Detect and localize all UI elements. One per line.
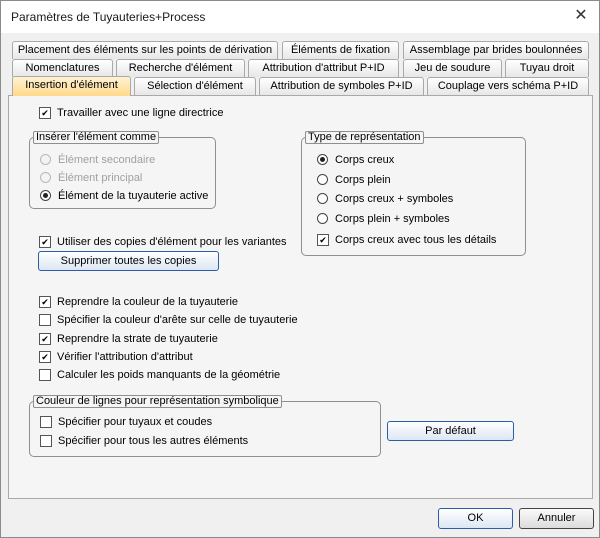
checkbox-box[interactable]	[40, 435, 52, 447]
line-color-group-title: Couleur de lignes pour représentation symbolique	[33, 395, 282, 408]
option-label: Spécifier la couleur d'arête sur celle de tuyauterie	[57, 314, 298, 326]
tab-recherche[interactable]: Recherche d'élément	[116, 59, 245, 77]
cancel-button[interactable]: Annuler	[519, 508, 594, 529]
representation-group-title: Type de représentation	[305, 131, 424, 144]
radio-plein-symboles-label: Corps plein + symboles	[335, 213, 450, 225]
checkbox-box[interactable]	[39, 296, 51, 308]
window-title: Paramètres de Tuyauteries+Process	[11, 10, 206, 24]
checkbox-box[interactable]	[39, 369, 51, 381]
use-copies-label: Utiliser des copies d'élément pour les variantes	[57, 236, 287, 248]
tab-attribution-attribut[interactable]: Attribution d'attribut P+ID	[248, 59, 399, 77]
insert-group-title: Insérer l'élément comme	[33, 131, 159, 144]
title-bar	[1, 1, 599, 33]
radio-principal-label: Élément principal	[58, 172, 143, 184]
work-with-guide-label: Travailler avec une ligne directrice	[57, 107, 224, 119]
radio-circle[interactable]	[317, 154, 328, 165]
tab-panel	[8, 95, 593, 499]
checkbox-box[interactable]	[39, 236, 51, 248]
checkbox-box[interactable]	[317, 234, 329, 246]
all-details-label: Corps creux avec tous les détails	[335, 234, 497, 246]
tab-symboles[interactable]: Attribution de symboles P+ID	[259, 77, 424, 95]
option-label: Reprendre la strate de tuyauterie	[57, 333, 218, 345]
option-label: Calculer les poids manquants de la géométrie	[57, 369, 281, 381]
checkbox-box[interactable]	[39, 107, 51, 119]
tab-selection[interactable]: Sélection d'élément	[134, 77, 256, 95]
radio-circle[interactable]	[317, 213, 328, 224]
radio-creux-symboles-label: Corps creux + symboles	[335, 193, 454, 205]
radio-circle[interactable]	[317, 174, 328, 185]
tab-soudure[interactable]: Jeu de soudure	[403, 59, 502, 77]
radio-corps-plein-label: Corps plein	[335, 174, 391, 186]
line-color-group	[29, 395, 381, 457]
tab-brides[interactable]: Assemblage par brides boulonnées	[403, 41, 589, 59]
insert-group	[29, 131, 216, 209]
radio-circle[interactable]	[40, 154, 51, 165]
default-button[interactable]: Par défaut	[387, 421, 514, 441]
radio-active-piping-label: Élément de la tuyauterie active	[58, 190, 209, 202]
tab-insertion[interactable]: Insertion d'élément	[12, 76, 131, 96]
line-color-others-label: Spécifier pour tous les autres éléments	[58, 435, 249, 447]
representation-group	[301, 131, 526, 256]
tab-nomenclatures[interactable]: Nomenclatures	[12, 59, 113, 77]
close-icon[interactable]: ✕	[574, 7, 588, 24]
tab-couplage[interactable]: Couplage vers schéma P+ID	[427, 77, 589, 95]
checkbox-box[interactable]	[39, 314, 51, 326]
line-color-pipes-label: Spécifier pour tuyaux et coudes	[58, 416, 213, 428]
radio-circle[interactable]	[40, 190, 51, 201]
tab-placement[interactable]: Placement des éléments sur les points de dérivation	[12, 41, 278, 59]
checkbox-box[interactable]	[39, 333, 51, 345]
radio-circle[interactable]	[40, 172, 51, 183]
option-label: Reprendre la couleur de la tuyauterie	[57, 296, 239, 308]
checkbox-box[interactable]	[40, 416, 52, 428]
tab-tuyau-droit[interactable]: Tuyau droit	[505, 59, 589, 77]
ok-button[interactable]: OK	[438, 508, 513, 529]
radio-corps-creux-label: Corps creux	[335, 154, 395, 166]
radio-circle[interactable]	[317, 193, 328, 204]
delete-copies-button[interactable]: Supprimer toutes les copies	[38, 251, 219, 271]
tab-fixation[interactable]: Éléments de fixation	[282, 41, 399, 59]
option-label: Vérifier l'attribution d'attribut	[57, 351, 193, 363]
checkbox-box[interactable]	[39, 351, 51, 363]
radio-secondary-label: Élément secondaire	[58, 154, 156, 166]
